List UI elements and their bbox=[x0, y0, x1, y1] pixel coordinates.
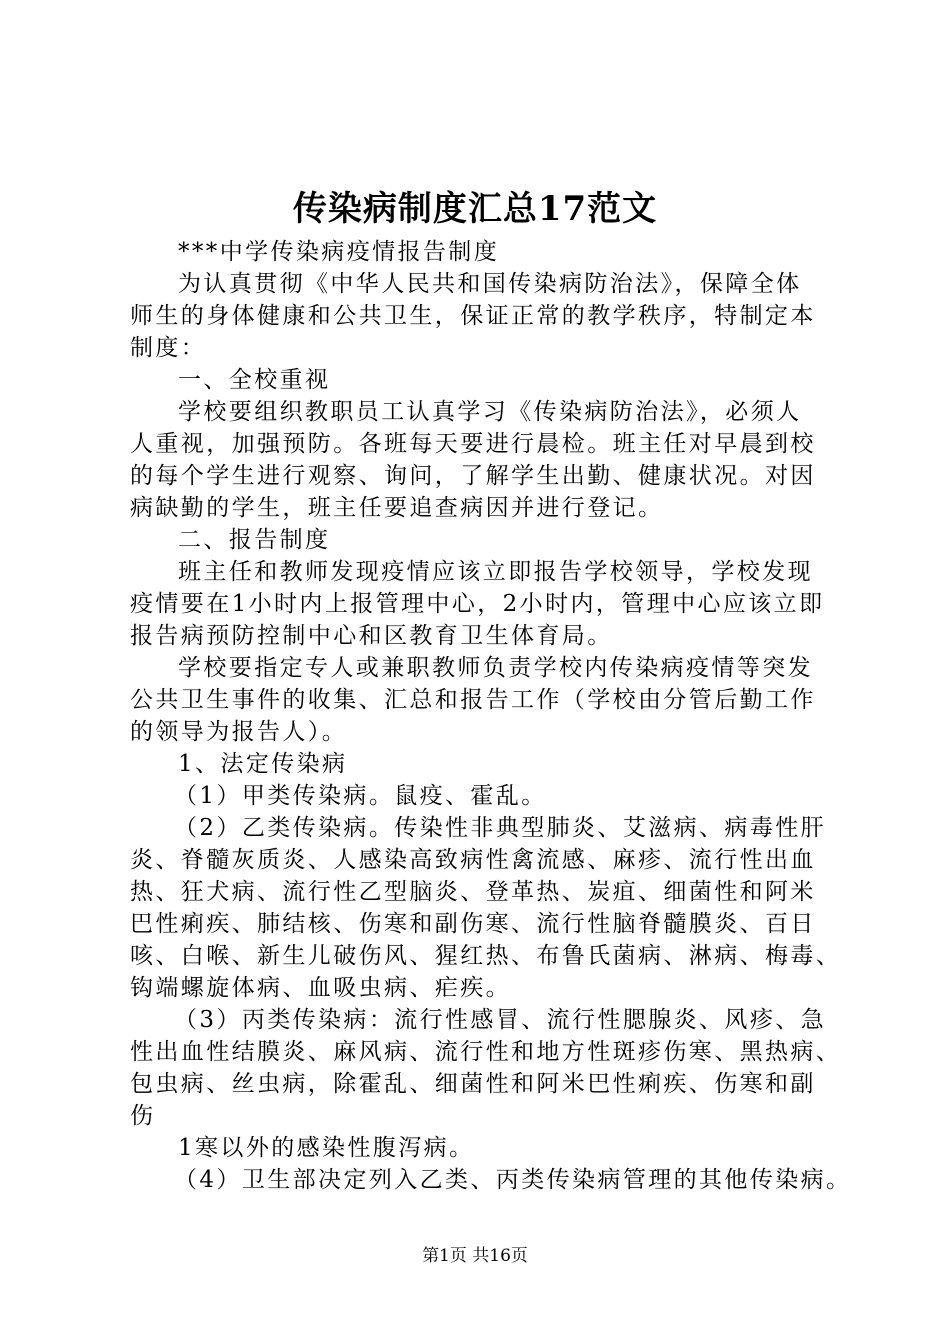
paragraph-line: 1寒以外的感染性腹泻病。 bbox=[178, 1135, 475, 1161]
paragraph-line: 热、狂犬病、流行性乙型脑炎、登革热、炭疽、细菌性和阿米 bbox=[130, 879, 816, 905]
paragraph-line: 咳、白喉、新生儿破伤风、猩红热、布鲁氏菌病、淋病、梅毒、 bbox=[130, 943, 842, 969]
paragraph-line: 学校要指定专人或兼职教师负责学校内传染病疫情等突发 bbox=[178, 655, 813, 681]
section-heading: ***中学传染病疫情报告制度 bbox=[178, 239, 500, 265]
list-item: （4）卫生部决定列入乙类、丙类传染病管理的其他传染病。 bbox=[174, 1167, 852, 1193]
paragraph-line: 学校要组织教职员工认真学习《传染病防治法》，必须人 bbox=[178, 399, 802, 425]
paragraph-line: 报告病预防控制中心和区教育卫生体育局。 bbox=[130, 623, 613, 649]
paragraph-line: 性出血性结膜炎、麻风病、流行性和地方性斑疹伤寒、黑热病、 bbox=[130, 1039, 842, 1065]
paragraph-line: 人重视，加强预防。各班每天要进行晨检。班主任对早晨到校 bbox=[130, 431, 816, 457]
document-title: 传染病制度汇总17范文 bbox=[292, 189, 658, 229]
paragraph-line: 师生的身体健康和公共卫生，保证正常的教学秩序，特制定本 bbox=[130, 303, 816, 329]
paragraph-line: 钩端螺旋体病、血吸虫病、疟疾。 bbox=[130, 975, 511, 1001]
paragraph-line: 为认真贯彻《中华人民共和国传染病防治法》，保障全体 bbox=[178, 271, 802, 297]
paragraph-line: 病缺勤的学生，班主任要追查病因并进行登记。 bbox=[130, 495, 664, 521]
section-heading: 一、全校重视 bbox=[178, 367, 331, 393]
paragraph-line: 的每个学生进行观察、询问，了解学生出勤、健康状况。对因 bbox=[130, 463, 816, 489]
paragraph-line: 炎、脊髓灰质炎、人感染高致病性禽流感、麻疹、流行性出血 bbox=[130, 847, 816, 873]
paragraph-line: 伤 bbox=[130, 1103, 156, 1129]
paragraph-line: 制度： bbox=[130, 335, 207, 361]
paragraph-line: 的领导为报告人）。 bbox=[130, 719, 348, 745]
paragraph-line: 公共卫生事件的收集、汇总和报告工作（学校由分管后勤工作 bbox=[130, 687, 816, 713]
paragraph-line: 巴性痢疾、肺结核、伤寒和副伤寒、流行性脑脊髓膜炎、百日 bbox=[130, 911, 816, 937]
list-item: （1）甲类传染病。鼠疫、霍乱。 bbox=[174, 783, 547, 809]
page-footer: 第1页 共16页 bbox=[422, 1246, 528, 1266]
paragraph-line: 疫情要在1小时内上报管理中心，2小时内，管理中心应该立即 bbox=[130, 591, 825, 617]
paragraph-line: 包虫病、丝虫病，除霍乱、细菌性和阿米巴性痢疾、伤寒和副 bbox=[130, 1071, 816, 1097]
document-body bbox=[130, 236, 852, 1196]
section-heading: 二、报告制度 bbox=[178, 527, 331, 553]
list-item: （2）乙类传染病。传染性非典型肺炎、艾滋病、病毒性肝 bbox=[174, 815, 827, 841]
section-heading: 1、法定传染病 bbox=[178, 751, 348, 777]
paragraph-line: 班主任和教师发现疫情应该立即报告学校领导，学校发现 bbox=[178, 559, 813, 585]
list-item: （3）丙类传染病：流行性感冒、流行性腮腺炎、风疹、急 bbox=[174, 1007, 827, 1033]
